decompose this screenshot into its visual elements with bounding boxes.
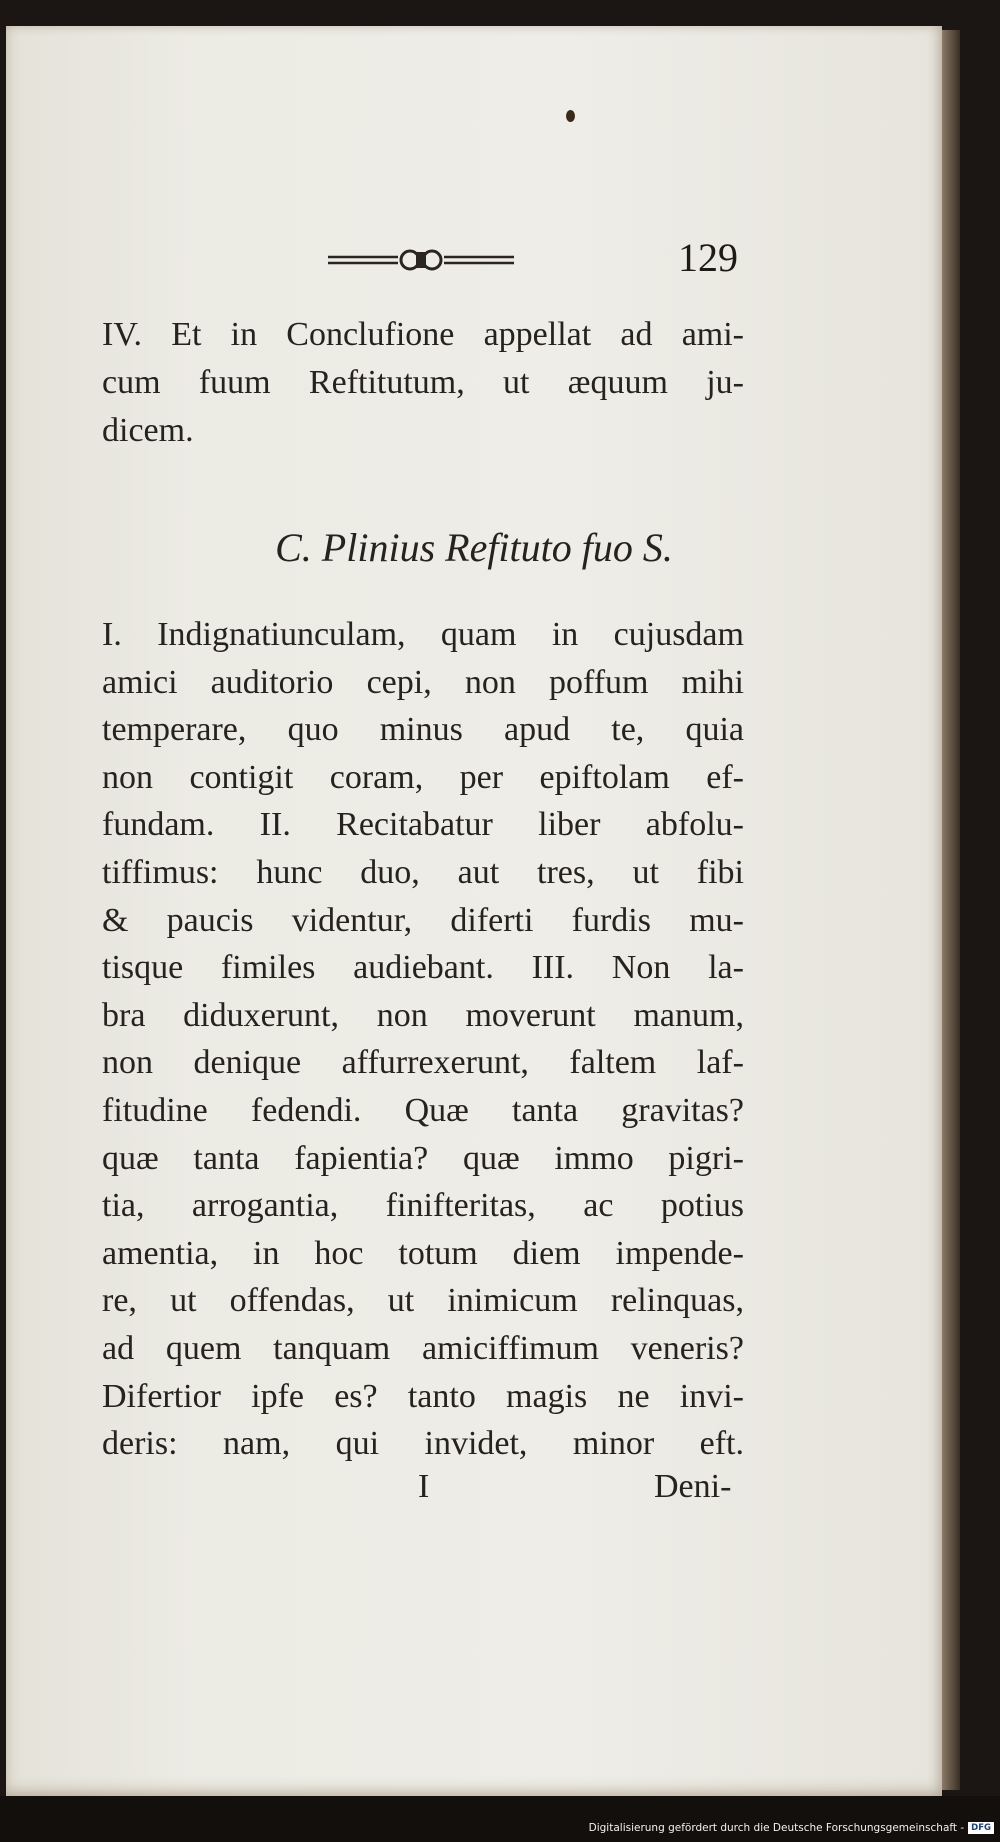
text-line: non contigit coram, per epiftolam ef- <box>102 758 744 796</box>
text-line: non denique affurrexerunt, faltem laf- <box>102 1044 744 1082</box>
page-edge <box>942 30 960 1790</box>
text-line: cum fuum Reftitutum, ut æquum ju- <box>102 364 744 401</box>
dfg-logo: DFG <box>968 1822 994 1834</box>
text-line: bra diduxerunt, non moverunt manum, <box>102 996 744 1034</box>
text-line: & paucis videntur, diferti furdis mu- <box>102 901 744 939</box>
text-line: tisque fimiles audiebant. III. Non la- <box>102 949 744 987</box>
scan-background <box>0 1796 1000 1842</box>
text-line: deris: nam, qui invidet, minor eft. <box>102 1425 744 1463</box>
text-line: temperare, quo minus apud te, quia <box>102 711 744 749</box>
page-number: 129 <box>678 235 738 280</box>
credit-text: Digitalisierung gefördert durch die Deutsche Forschungsgemeinschaft - <box>588 1822 965 1834</box>
text-line: I. Indignatiunculam, quam in cujusdam <box>102 616 744 653</box>
ink-spot <box>566 110 575 122</box>
text-line: fitudine fedendi. Quæ tanta gravitas? <box>102 1092 744 1129</box>
text-line: fundam. II. Recitabatur liber abfolu- <box>102 806 744 844</box>
book-page <box>6 26 942 1796</box>
text-line: tia, arrogantia, finifteritas, ac potius <box>102 1187 744 1225</box>
letter-heading: C. Plinius Refituto fuo S. <box>275 525 673 570</box>
digitization-credit <box>589 1822 994 1834</box>
text-line: ad quem tanquam amiciffimum veneris? <box>102 1330 744 1367</box>
text-line: re, ut offendas, ut inimicum relinquas, <box>102 1282 744 1320</box>
catchword: Deni- <box>654 1468 732 1505</box>
text-line: tiffimus: hunc duo, aut tres, ut fibi <box>102 854 744 891</box>
signature-mark: I <box>418 1468 430 1505</box>
text-line: amentia, in hoc totum diem impende- <box>102 1234 744 1272</box>
text-line: quæ tanta fapientia? quæ immo pigri- <box>102 1139 744 1177</box>
text-line: Difertior ipfe es? tanto magis ne invi- <box>102 1377 744 1415</box>
ornament-divider <box>326 244 516 276</box>
text-line: amici auditorio cepi, non poffum mihi <box>102 663 744 701</box>
text-line: dicem. <box>102 412 194 449</box>
text-line: IV. Et in Conclufione appellat ad ami- <box>102 316 744 353</box>
